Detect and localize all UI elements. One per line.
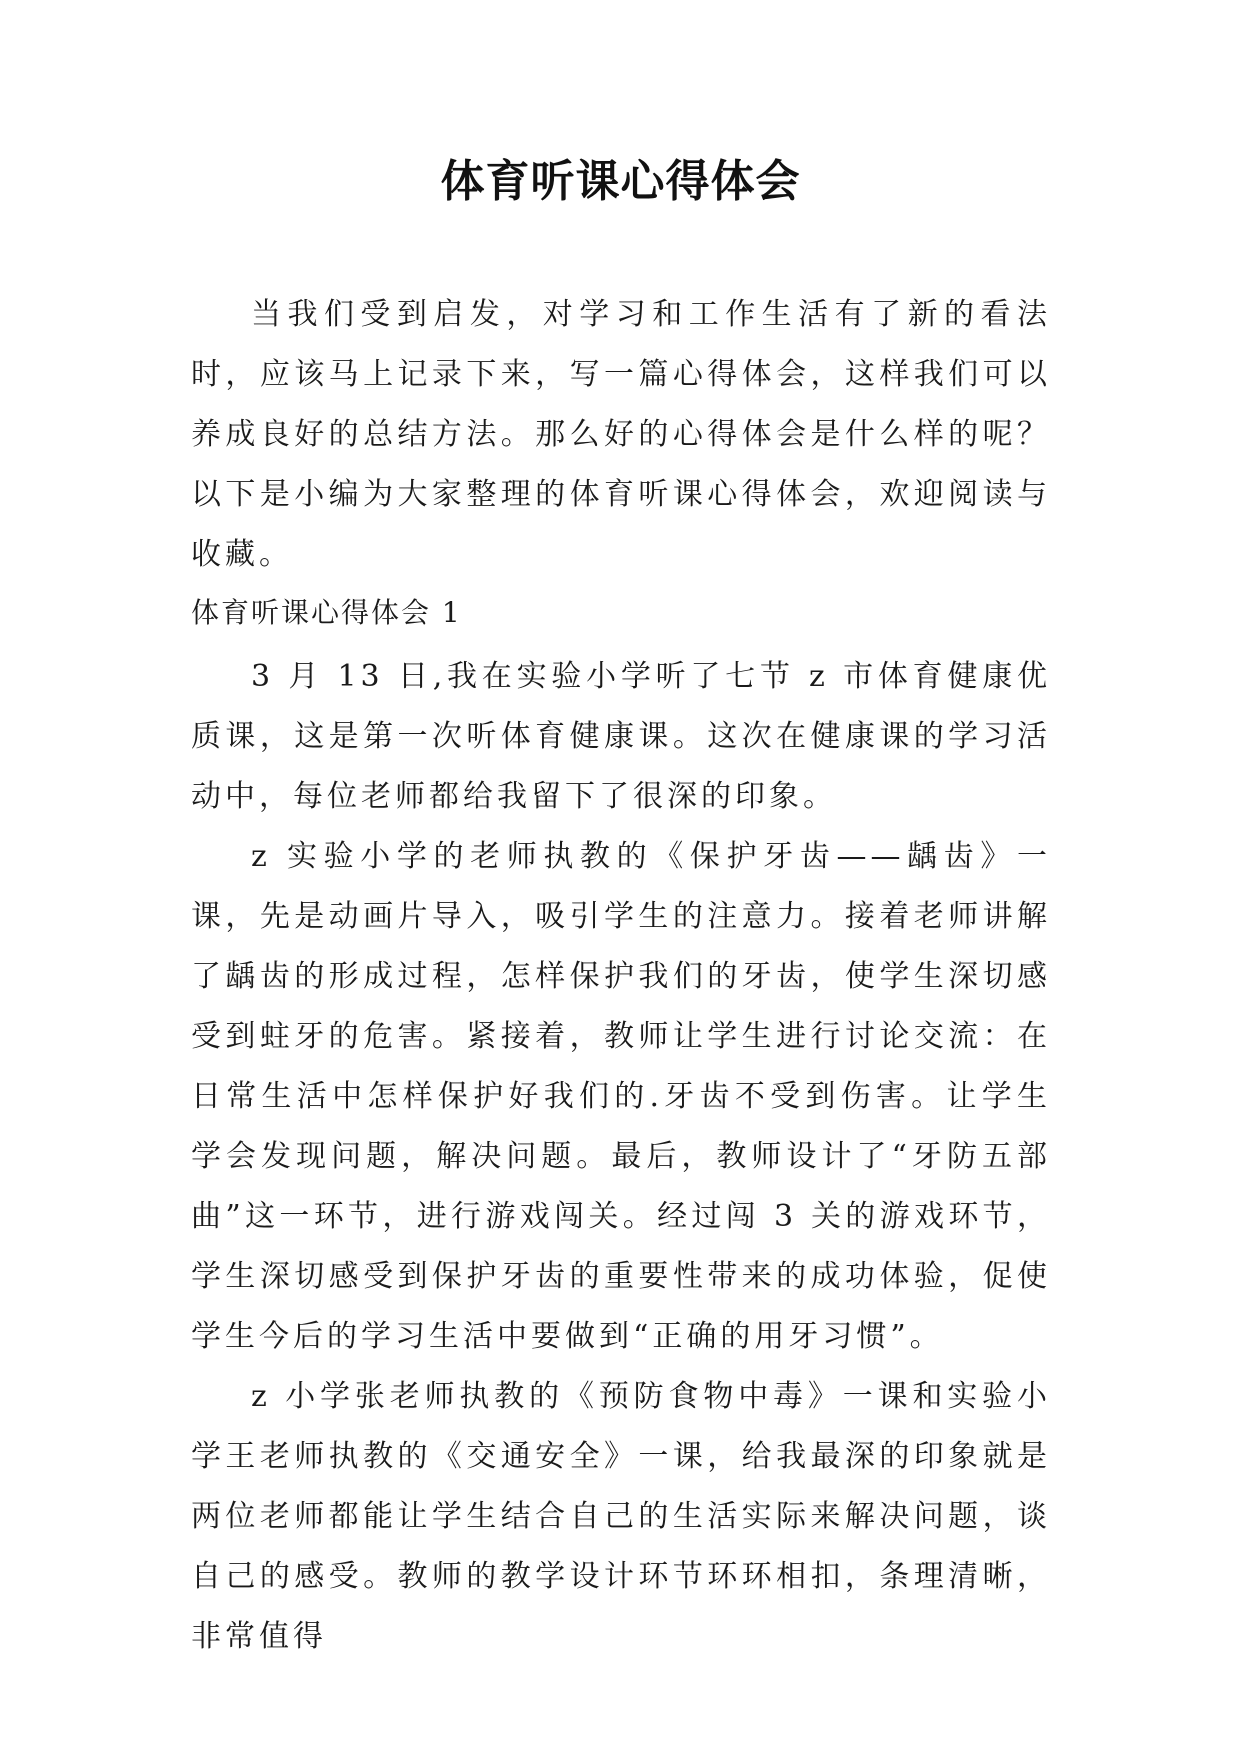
- section-1: [191, 583, 1051, 1667]
- document-title: 体育听课心得体会: [440, 156, 801, 207]
- intro-paragraph: 当我们受到启发，对学习和工作生活有了新的看法时，应该马上记录下来，写一篇心得体会，这样我们可以养成良好的总结方法。那么好的心得体会是什么样的呢？以下是小编为大家整理的体育听课心得体会，欢迎阅读与收藏。: [191, 297, 1051, 572]
- body-paragraph: z 小学张老师执教的《预防食物中毒》一课和实验小学王老师执教的《交通安全》一课，给我最深的印象就是两位老师都能让学生结合自己的生活实际来解决问题，谈自己的感受。教师的教学设计环节环环相扣，条理清晰，非常值得: [191, 1379, 1051, 1654]
- section-heading: 体育听课心得体会 1: [191, 596, 462, 629]
- body-paragraph: 3 月 13 日,我在实验小学听了七节 z 市体育健康优质课，这是第一次听体育健康课。这次在健康课的学习活动中，每位老师都给我留下了很深的印象。: [191, 659, 1051, 814]
- intro-block: [191, 285, 1051, 585]
- body-paragraph: z 实验小学的老师执教的《保护牙齿——龋齿》一课，先是动画片导入，吸引学生的注意力。接着老师讲解了龋齿的形成过程，怎样保护我们的牙齿，使学生深切感受到蛀牙的危害。紧接着，教师让学生进行讨论交流：在日常生活中怎样保护好我们的.牙齿不受到伤害。让学生学会发现问题，解决问题。最后，教师设计了“牙防五部曲”这一环节，进行游戏闯关。经过闯 3 关的游戏环节，学生深切感受到保护牙齿的重要性带来的成功体验，促使学生今后的学习生活中要做到“正确的用牙习惯”。: [191, 839, 1051, 1354]
